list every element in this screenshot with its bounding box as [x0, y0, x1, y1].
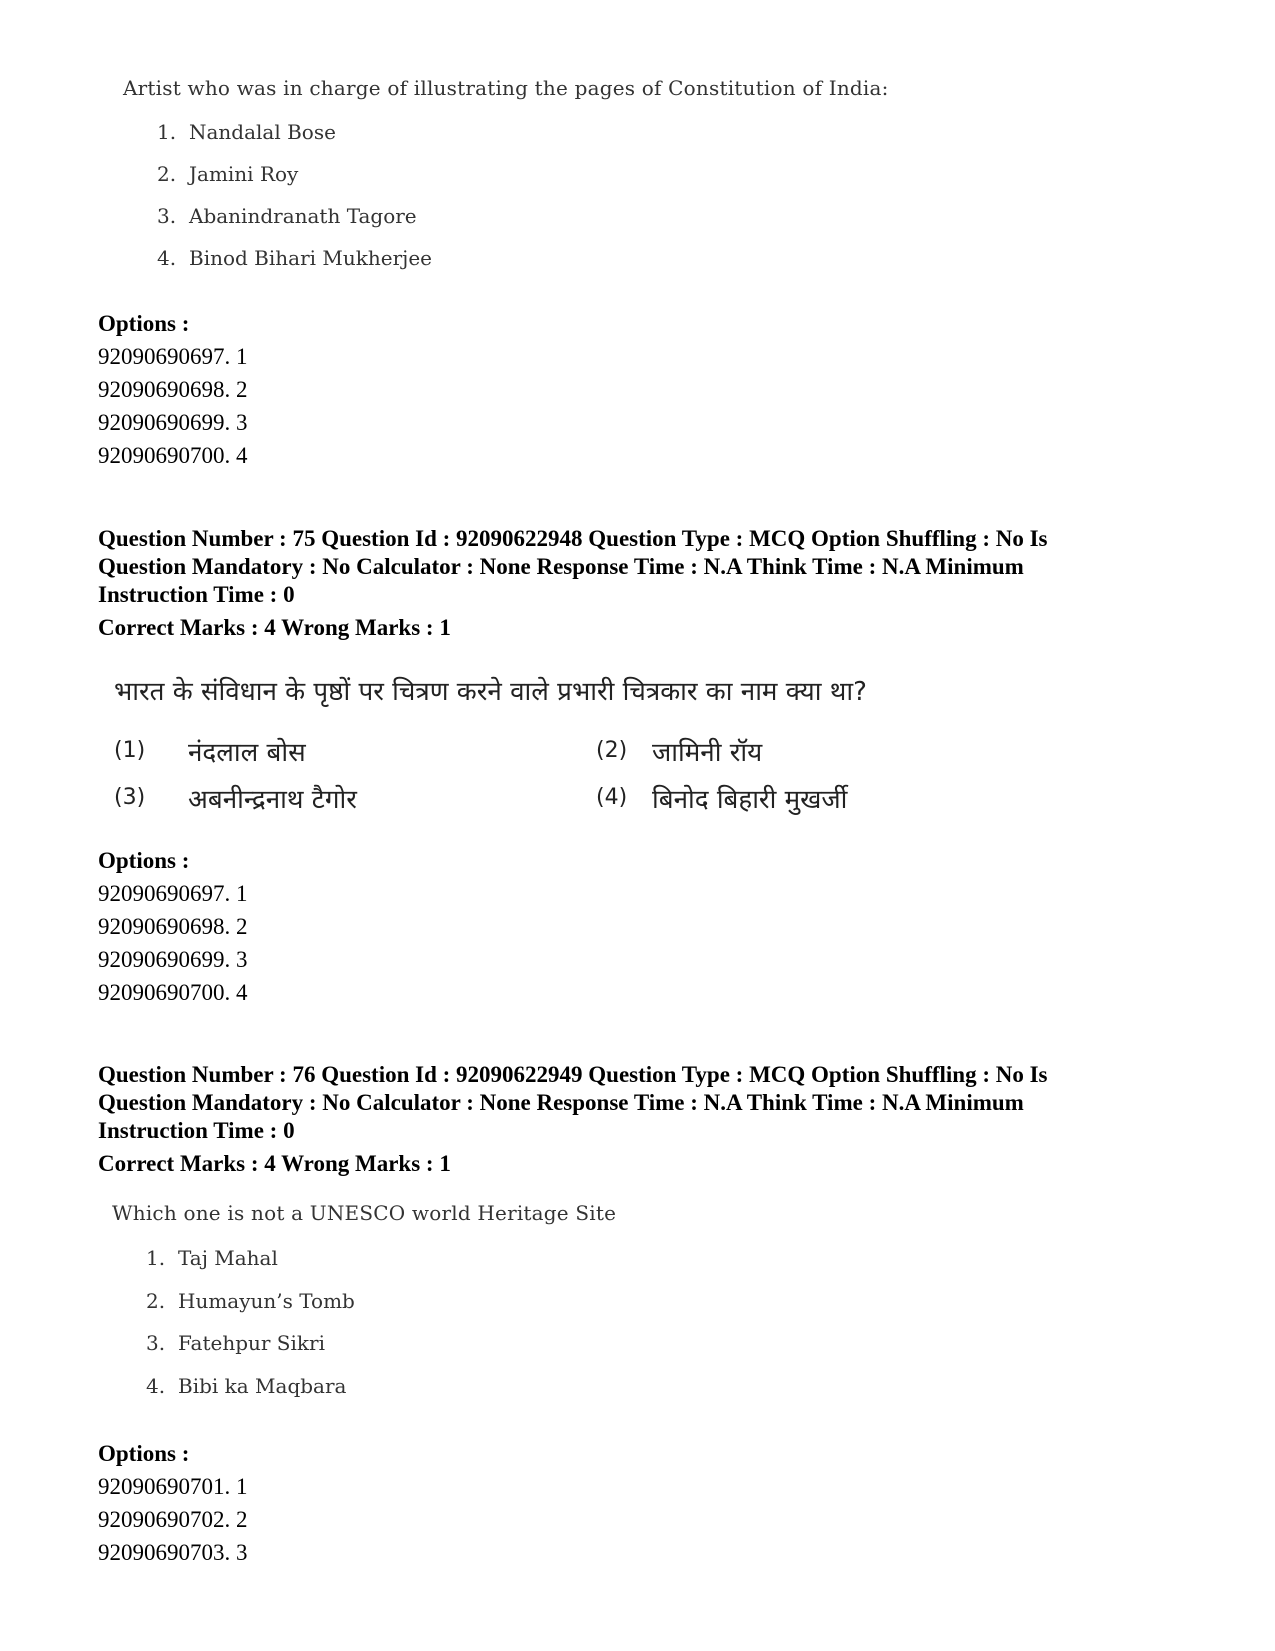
- q74-choice-3-text: Abanindranath Tagore: [189, 204, 417, 228]
- q75-hindi-choice-2-text: जामिनी रॉय: [652, 738, 763, 768]
- q76-meta-line-2: Question Mandatory : No Calculator : None Response Time : N.A Think Time : N.A Minimum: [98, 1090, 1024, 1115]
- q75-meta-line-3: Instruction Time : 0: [98, 582, 295, 607]
- q75-hindi-choice-4-text: बिनोद बिहारी मुखर्जी: [652, 785, 848, 815]
- q75-hindi-choice-3-text: अबनीन्द्रनाथ टैगोर: [188, 785, 357, 815]
- q75-option-4: 92090690700. 4: [98, 980, 248, 1005]
- q76-choice-3-text: Fatehpur Sikri: [178, 1331, 325, 1355]
- q76-choice-1-text: Taj Mahal: [178, 1246, 278, 1270]
- q75-hindi-choice-1-num: (1): [114, 738, 146, 763]
- q76-option-3: 92090690703. 3: [98, 1540, 248, 1565]
- q75-hindi-choice-4-num: (4): [596, 785, 628, 810]
- q75-meta-line-1: Question Number : 75 Question Id : 92090622948 Question Type : MCQ Option Shuffling : No Is: [98, 526, 1048, 551]
- q76-options-label: Options :: [98, 1441, 190, 1466]
- q74-option-2: 92090690698. 2: [98, 377, 248, 402]
- q76-meta: [98, 1061, 1048, 1145]
- q75-options-label: Options :: [98, 848, 190, 873]
- q75-option-2: 92090690698. 2: [98, 914, 248, 939]
- q75-option-3: 92090690699. 3: [98, 947, 248, 972]
- q76-choice-1-num: 1.: [146, 1246, 166, 1270]
- q74-choice-1-text: Nandalal Bose: [189, 120, 336, 144]
- q74-choice-3-num: 3.: [157, 204, 177, 228]
- q74-choice-4-text: Binod Bihari Mukherjee: [189, 246, 433, 270]
- q76-question-text: Which one is not a UNESCO world Heritage Site: [112, 1201, 617, 1225]
- q74-choice-1-num: 1.: [157, 120, 177, 144]
- q75-hindi-question: भारत के संविधान के पृष्ठों पर चित्रण करने वाले प्रभारी चित्रकार का नाम क्या था?: [114, 677, 867, 707]
- q76-choice-4-num: 4.: [146, 1374, 166, 1398]
- q76-choice-4: [146, 1374, 346, 1398]
- q74-choice-2-text: Jamini Roy: [189, 162, 299, 186]
- q76-marks: Correct Marks : 4 Wrong Marks : 1: [98, 1151, 451, 1176]
- q76-choice-3-num: 3.: [146, 1331, 166, 1355]
- q74-question-text: Artist who was in charge of illustrating the pages of Constitution of India:: [123, 76, 889, 100]
- q74-choice-4: [157, 246, 432, 270]
- q75-meta: [98, 525, 1048, 609]
- q76-choice-1: [146, 1246, 278, 1270]
- q75-marks: Correct Marks : 4 Wrong Marks : 1: [98, 615, 451, 640]
- q76-meta-line-3: Instruction Time : 0: [98, 1118, 295, 1143]
- q74-choice-4-num: 4.: [157, 246, 177, 270]
- q76-meta-line-1: Question Number : 76 Question Id : 92090622949 Question Type : MCQ Option Shuffling : No Is: [98, 1062, 1048, 1087]
- q76-choice-4-text: Bibi ka Maqbara: [178, 1374, 347, 1398]
- q74-option-3: 92090690699. 3: [98, 410, 248, 435]
- q76-choice-3: [146, 1331, 325, 1355]
- q74-choice-3: [157, 204, 417, 228]
- q74-choice-2-num: 2.: [157, 162, 177, 186]
- q75-option-1: 92090690697. 1: [98, 881, 248, 906]
- q76-choice-2-text: Humayun’s Tomb: [178, 1289, 355, 1313]
- q76-option-1: 92090690701. 1: [98, 1474, 248, 1499]
- q76-option-2: 92090690702. 2: [98, 1507, 248, 1532]
- q76-options-list: [98, 1470, 248, 1569]
- q74-options-list: [98, 340, 248, 472]
- q74-choice-1: [157, 120, 336, 144]
- q75-hindi-choice-3-num: (3): [114, 785, 146, 810]
- q76-choice-2: [146, 1289, 355, 1313]
- q74-choice-2: [157, 162, 298, 186]
- q76-choice-2-num: 2.: [146, 1289, 166, 1313]
- q74-option-4: 92090690700. 4: [98, 443, 248, 468]
- q74-options-label: Options :: [98, 311, 190, 336]
- q75-hindi-choice-2-num: (2): [596, 738, 628, 763]
- q75-options-list: [98, 877, 248, 1009]
- q74-option-1: 92090690697. 1: [98, 344, 248, 369]
- q75-meta-line-2: Question Mandatory : No Calculator : None Response Time : N.A Think Time : N.A Minimum: [98, 554, 1024, 579]
- q75-hindi-choice-1-text: नंदलाल बोस: [188, 738, 306, 768]
